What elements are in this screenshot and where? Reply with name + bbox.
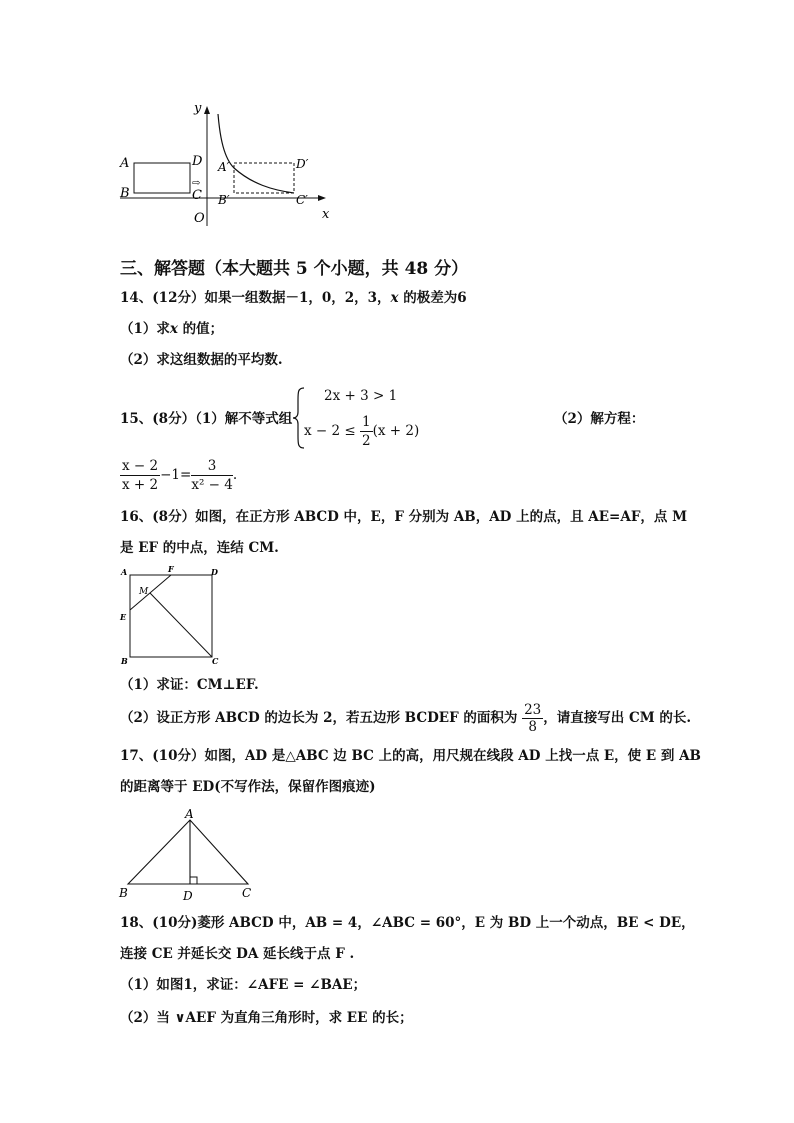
q14-line1	[120, 292, 467, 306]
q16-fraction	[522, 703, 543, 734]
label-D-prime: D′	[296, 157, 309, 171]
sq-label-E: E	[120, 612, 127, 622]
q14-var: x	[390, 290, 399, 306]
q14-part1-var: x	[169, 321, 178, 337]
q15-eq-frac2	[191, 458, 233, 493]
sq-label-F: F	[168, 566, 174, 574]
segment-cm	[150, 593, 212, 657]
q16-line1: 16、(8分）如图，在正方形 ABCD 中，E，F 分别为 AB，AD 上的点，且 AE=AF，点 M	[120, 509, 688, 525]
sq-label-B: B	[121, 656, 128, 666]
q16-part2-text: （2）设正方形 ABCD 的边长为 2，若五边形 BCDEF 的面积为	[120, 710, 518, 726]
q15-eq-den2: x² − 4	[191, 477, 233, 493]
sq-label-C: C	[212, 656, 219, 666]
q15-eq-end: .	[232, 467, 238, 483]
q15-ineq2-right: (x + 2)	[372, 423, 420, 439]
label-D: D	[192, 154, 203, 169]
q18-line1: 18、(10分)菱形 ABCD 中，AB = 4，∠ABC = 60°，E 为 BD 上一个动点，BE < DE，	[120, 915, 695, 931]
q17-line1: 17、(10分）如图，AD 是△ABC 边 BC 上的高，用尺规在线段 AD 上找一点 E，使 E 到 AB	[120, 748, 701, 764]
q15-eq-num2: 3	[191, 458, 233, 476]
q16-frac-den: 8	[528, 719, 537, 735]
figure-coordinate-diagram	[112, 98, 342, 228]
q16-part1: （1）求证：CM⊥EF.	[120, 677, 259, 693]
q16-frac-num: 23	[524, 701, 542, 718]
q14-part1-text: （1）求	[120, 321, 170, 337]
q15-ineq2-den: 2	[362, 433, 371, 449]
label-B-prime: B′	[218, 193, 230, 207]
q15-inequality-1: 2x + 3 > 1	[324, 388, 398, 404]
label-A: A	[120, 156, 130, 171]
label-B: B	[120, 186, 130, 201]
label-C: C	[192, 188, 202, 203]
tri-label-A: A	[185, 807, 194, 821]
sq-label-D: D	[211, 567, 218, 577]
q14-part1-tail: 的值；	[177, 321, 224, 337]
section-title: 三、解答题（本大题共 5 个小题，共 48 分）	[120, 259, 469, 279]
q14-head: 14、(12分）如果一组数据－1，0，2，3，	[120, 290, 391, 306]
q15-ineq2-fraction	[360, 414, 373, 449]
q15-eq-den1: x + 2	[122, 477, 159, 493]
q14-tail: 的极差为6	[398, 290, 467, 306]
label-y: y	[194, 101, 202, 116]
q15-ineq2-num: 1	[362, 414, 371, 430]
q15-ineq2-left: x − 2 ≤	[304, 423, 356, 439]
label-A-prime: A′	[218, 160, 230, 174]
q15-part2: （2）解方程：	[554, 411, 645, 427]
tri-label-D: D	[183, 889, 193, 902]
q16-part2	[120, 702, 691, 734]
arrow-symbol: ⇨	[192, 178, 201, 189]
segment-ef	[130, 575, 171, 610]
q15-eq-num1: x − 2	[122, 458, 159, 474]
label-C-prime: C′	[296, 193, 308, 207]
sq-label-A: A	[121, 567, 128, 577]
label-x: x	[322, 207, 330, 222]
q15-equation	[120, 458, 237, 493]
q15-inequality-2	[304, 414, 419, 449]
q15-eq-frac1	[120, 458, 160, 493]
rectangle-abcd	[134, 163, 190, 193]
tri-label-B: B	[119, 886, 128, 900]
tri-label-C: C	[242, 886, 252, 900]
q18-part2: （2）当 ∨AEF 为直角三角形时，求 EE 的长；	[120, 1010, 413, 1026]
hyperbola-curve	[218, 114, 294, 193]
label-O: O	[194, 211, 205, 226]
figure-triangle	[116, 806, 260, 902]
q16-line2: 是 EF 的中点，连结 CM.	[120, 540, 279, 556]
dashed-rectangle	[234, 163, 294, 193]
q18-part1: （1）如图1，求证：∠AFE = ∠BAE；	[120, 977, 367, 993]
y-axis-arrow	[204, 106, 210, 114]
q17-line2: 的距离等于 ED(不写作法，保留作图痕迹)	[120, 779, 376, 795]
q16-part2-tail: ，请直接写出 CM 的长.	[543, 710, 692, 726]
figure-square	[118, 566, 228, 668]
right-angle-mark	[190, 877, 197, 884]
q15-head: 15、(8分）（1）解不等式组	[120, 411, 293, 427]
sq-label-M: M	[139, 587, 149, 597]
q14-part2: （2）求这组数据的平均数.	[120, 352, 283, 368]
x-axis-arrow	[318, 195, 326, 201]
q15-eq-mid: −1=	[160, 467, 192, 483]
triangle-abc	[128, 820, 248, 884]
q18-line2: 连接 CE 并延长交 DA 延长线于点 F .	[120, 946, 355, 962]
q14-part1	[120, 323, 223, 337]
